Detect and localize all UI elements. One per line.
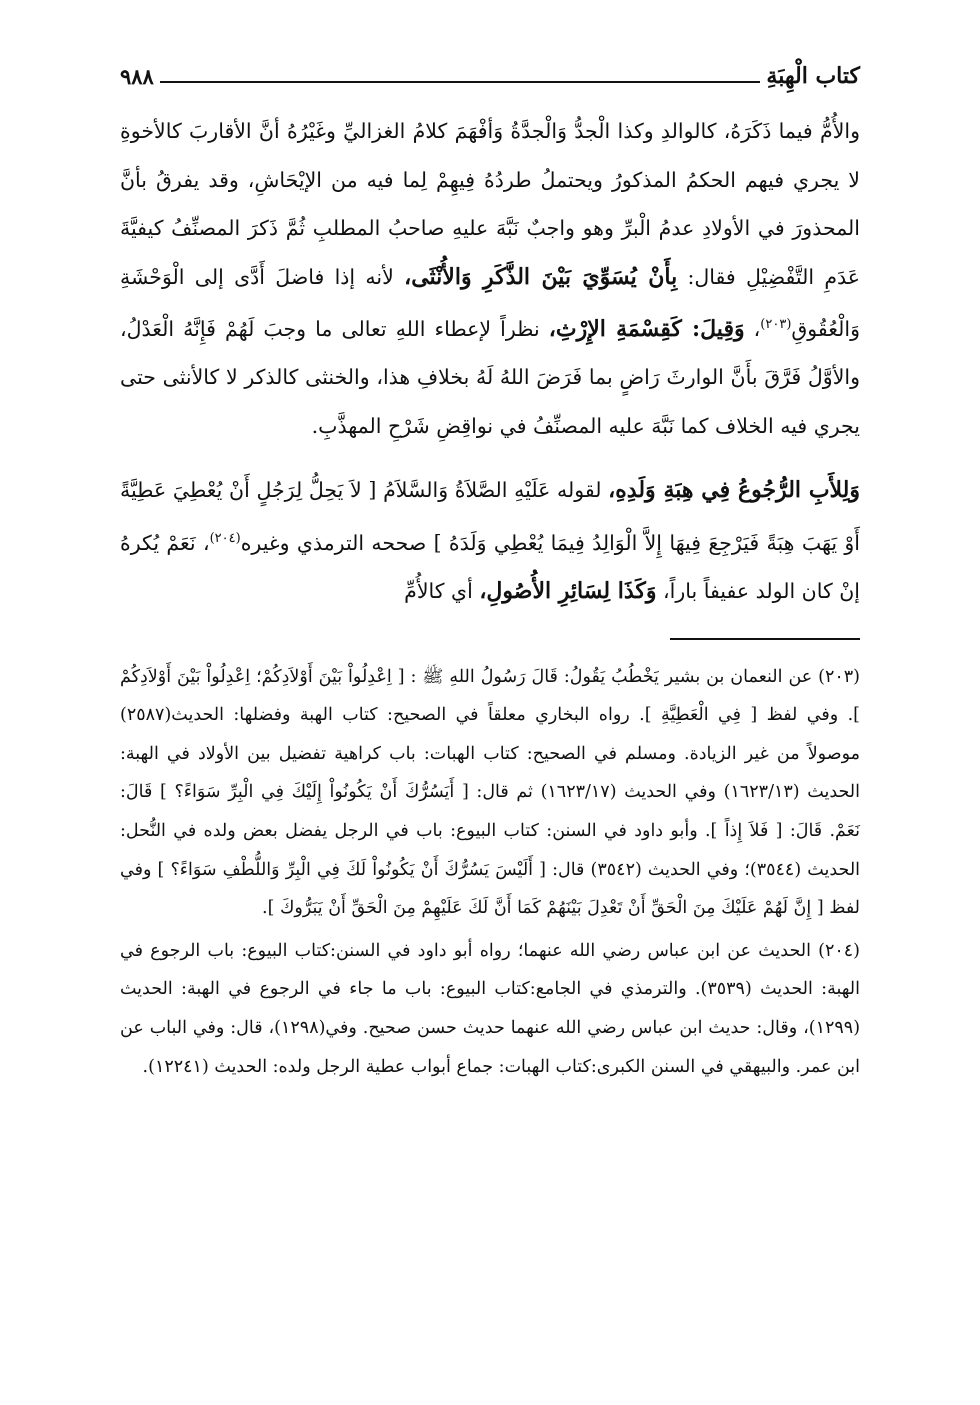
matn-text: بِأَنْ يُسَوِّيَ بَيْنَ الذَّكَرِ وَالأُنْثَى،	[404, 263, 678, 290]
main-text	[120, 107, 860, 616]
text-run: نظراً لإعطاء اللهِ تعالى ما وجبَ لَهُمْ فَإِنَّهُ الْعَدْلُ، والأوَّلُ فَرَّقَ بأَنَّ الوارثَ رَاضٍ بما فَرَضَ اللهُ لَهُ بخلافِ هذا، والخنثى كالذكر لا كالأنثى حتى يجري فيه الخلاف كما نَبَّهَ عليه المصنِّفُ في نواقِضِ شَرْحِ المهذَّبِ.	[120, 316, 860, 438]
matn-text: وَلِلأَبِ الرُّجُوعُ فِي هِبَةِ وَلَدِهِ،	[608, 477, 860, 504]
text-run: أي كالأُمِّ	[404, 579, 480, 604]
paragraph-1	[120, 107, 860, 450]
header-rule	[160, 81, 761, 83]
page-number: ٩٨٨	[120, 64, 154, 89]
footnote-204: (٢٠٤) الحديث عن ابن عباس رضي الله عنهما؛ رواه أبو داود في السنن:كتاب البيوع: باب الرجوع في الهبة: الحديث (٣٥٣٩). والترمذي في الجامع:كتاب البيوع: باب ما جاء في الرجوع في الهبة: الحديث (١٢٩٩)، وقال: حديث ابن عباس رضي الله عنهما حديث حسن صحيح. وفي(١٢٩٨)، قال: وفي الباب عن ابن عمر. والبيهقي في السنن الكبرى:كتاب الهبات: جماع أبواب عطية الرجل ولده: الحديث (١٢٢٤١).	[120, 940, 861, 1077]
text-run: ، نَعَمْ يُكرهُ إنْ كان الولد عفيفاً باراً،	[120, 530, 860, 604]
chapter-title: كتاب الْهِبَةِ	[766, 63, 860, 89]
footnote-ref-203: (٢٠٣)	[760, 317, 792, 332]
running-header	[120, 55, 860, 89]
paragraph-2	[120, 466, 860, 615]
text-run: لقوله عَلَيْهِ الصَّلاَةُ وَالسَّلاَمُ [ لاَ يَحِلُّ لِرَجُلٍ أَنْ يُعْطِيَ عَطِيَّةً أَوْ يَهَبَ هِبَةً فَيَرْجِعَ فِيهَا إِلاَّ الْوَالِدُ فِيمَا يُعْطِي وَلَدَهُ ] صححه الترمذي وغيره	[120, 478, 861, 555]
footnotes	[120, 658, 860, 1087]
footnote-separator	[670, 638, 860, 640]
matn-text: وَكَذَا لِسَائِرِ الأُصُولِ،	[479, 578, 657, 605]
matn-text: وَقِيلَ: كَقِسْمَةِ الإِرْثِ،	[548, 315, 745, 342]
footnote-203: (٢٠٣) عن النعمان بن بشير يَخْطُبُ يَقُولُ: قَالَ رَسُولُ اللهِ ﷺ : [ اِعْدِلُواْ بَيْنَ أَوْلاَدِكُمْ؛ اِعْدِلُواْ بَيْنَ أَوْلاَدِكُمْ ]. وفي لفظ [ فِي الْعَطِيَّةِ ]. رواه البخاري معلقاً في الصحيح: كتاب الهبة وفضلها: الحديث(٢٥٨٧) موصولاً من غير الزيادة. ومسلم في الصحيح: كتاب الهبات: باب كراهية تفضيل بين الأولاد في الهبة: الحديث (١٦٢٣/١٣) وفي الحديث (١٦٢٣/١٧) ثم قال: [ أَيَسُرُّكَ أَنْ يَكُونُواْ إِلَيْكَ فِي الْبِرِّ سَوَاءً؟ ] قَالَ: نَعَمْ. قَالَ: [ فَلاَ إِذاً ]. وأبو داود في السنن: كتاب البيوع: باب في الرجل يفضل بعض ولده في النُّحل: الحديث (٣٥٤٤)؛ وفي الحديث (٣٥٤٢) قال: [ أَلَيْسَ يَسُرُّكَ أَنْ يَكُونُواْ لَكَ فِي الْبِرِّ وَاللُّطْفِ سَوَاءً؟ ] وفي لفظ [ إِنَّ لَهُمْ عَلَيْكَ مِنَ الْحَقِّ أَنْ تَعْدِلَ بَيْنَهُمْ كَمَا أَنَّ لَكَ عَلَيْهِمْ مِنَ الْحَقِّ أَنْ يَبَرُّوكَ ].	[120, 666, 861, 919]
text-run: والأُمُّ فيما ذَكَرَهُ، كالوالدِ وكذا الْجدُّ وَالْجدَّةُ وَأفْهَمَ كلامُ الغزاليِّ وغَيْرُهُ أنَّ الأقاربَ كالأخوةِ لا يجري فيهم الحكمُ المذكورُ ويحتملُ طردُهُ فِيهِمْ لِما فيه من الإيْحَاشِ، وقد يفرقُ بأنَّ المحذورَ في الأولادِ عدمُ الْبرِّ وهو واجبٌ نَبَّهَ عليهِ صاحبُ المطلبِ ثُمَّ ذَكرَ المصنِّفُ كيفيَّةَ عَدَمِ التَّفْضِيْلِ فقال:	[120, 119, 861, 289]
text-run: لأنه إذا فاضلَ أَدَّى إلى الْوَحْشَةِ وَالْعُقُوقِ	[120, 264, 860, 341]
footnote-ref-204: (٢٠٤)	[209, 530, 241, 546]
text-run: ،	[744, 316, 761, 341]
